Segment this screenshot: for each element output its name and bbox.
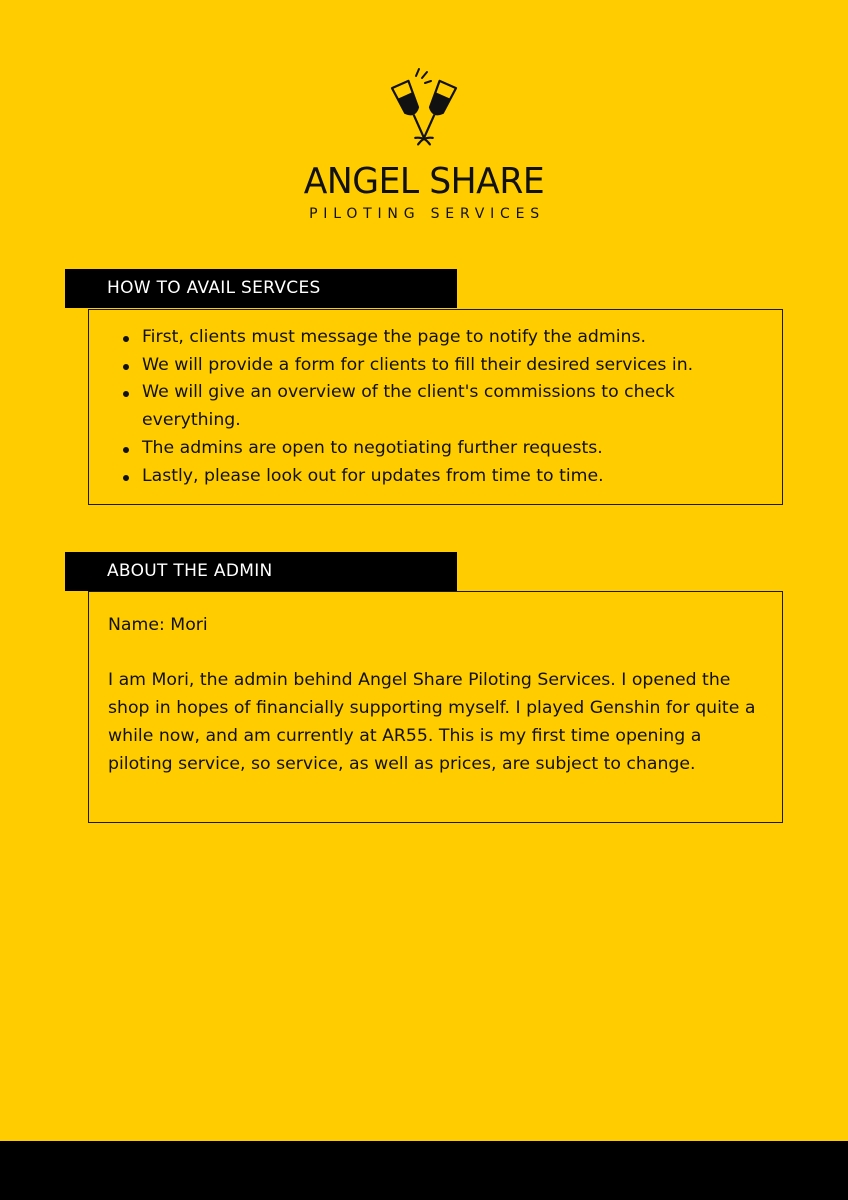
list-item: The admins are open to negotiating further requests. <box>142 435 762 463</box>
champagne-toast-icon <box>386 66 462 158</box>
brand-tagline: PILOTING SERVICES <box>309 206 545 222</box>
brand-logo <box>0 66 848 222</box>
admin-name: Name: Mori <box>108 615 208 635</box>
steps-list <box>109 324 762 490</box>
list-item: Lastly, please look out for updates from time to time. <box>142 463 762 491</box>
list-item: We will give an overview of the client's commissions to check everything. <box>142 379 762 434</box>
about-admin-box <box>88 591 783 823</box>
how-to-avail-header: HOW TO AVAIL SERVCES <box>65 269 457 308</box>
about-admin-header: ABOUT THE ADMIN <box>65 552 457 591</box>
list-item: First, clients must message the page to notify the admins. <box>142 324 762 352</box>
list-item: We will provide a form for clients to fill their desired services in. <box>142 352 762 380</box>
admin-bio: I am Mori, the admin behind Angel Share Piloting Services. I opened the shop in hopes of financially supporting myself. I played Genshin for quite a while now, and am currently at AR55. This is my first time opening a piloting service, so service, as well as prices, are subject to change. <box>108 670 756 774</box>
footer-bar <box>0 1141 848 1200</box>
how-to-avail-box <box>88 309 783 505</box>
brand-name: ANGEL SHARE <box>303 161 545 202</box>
